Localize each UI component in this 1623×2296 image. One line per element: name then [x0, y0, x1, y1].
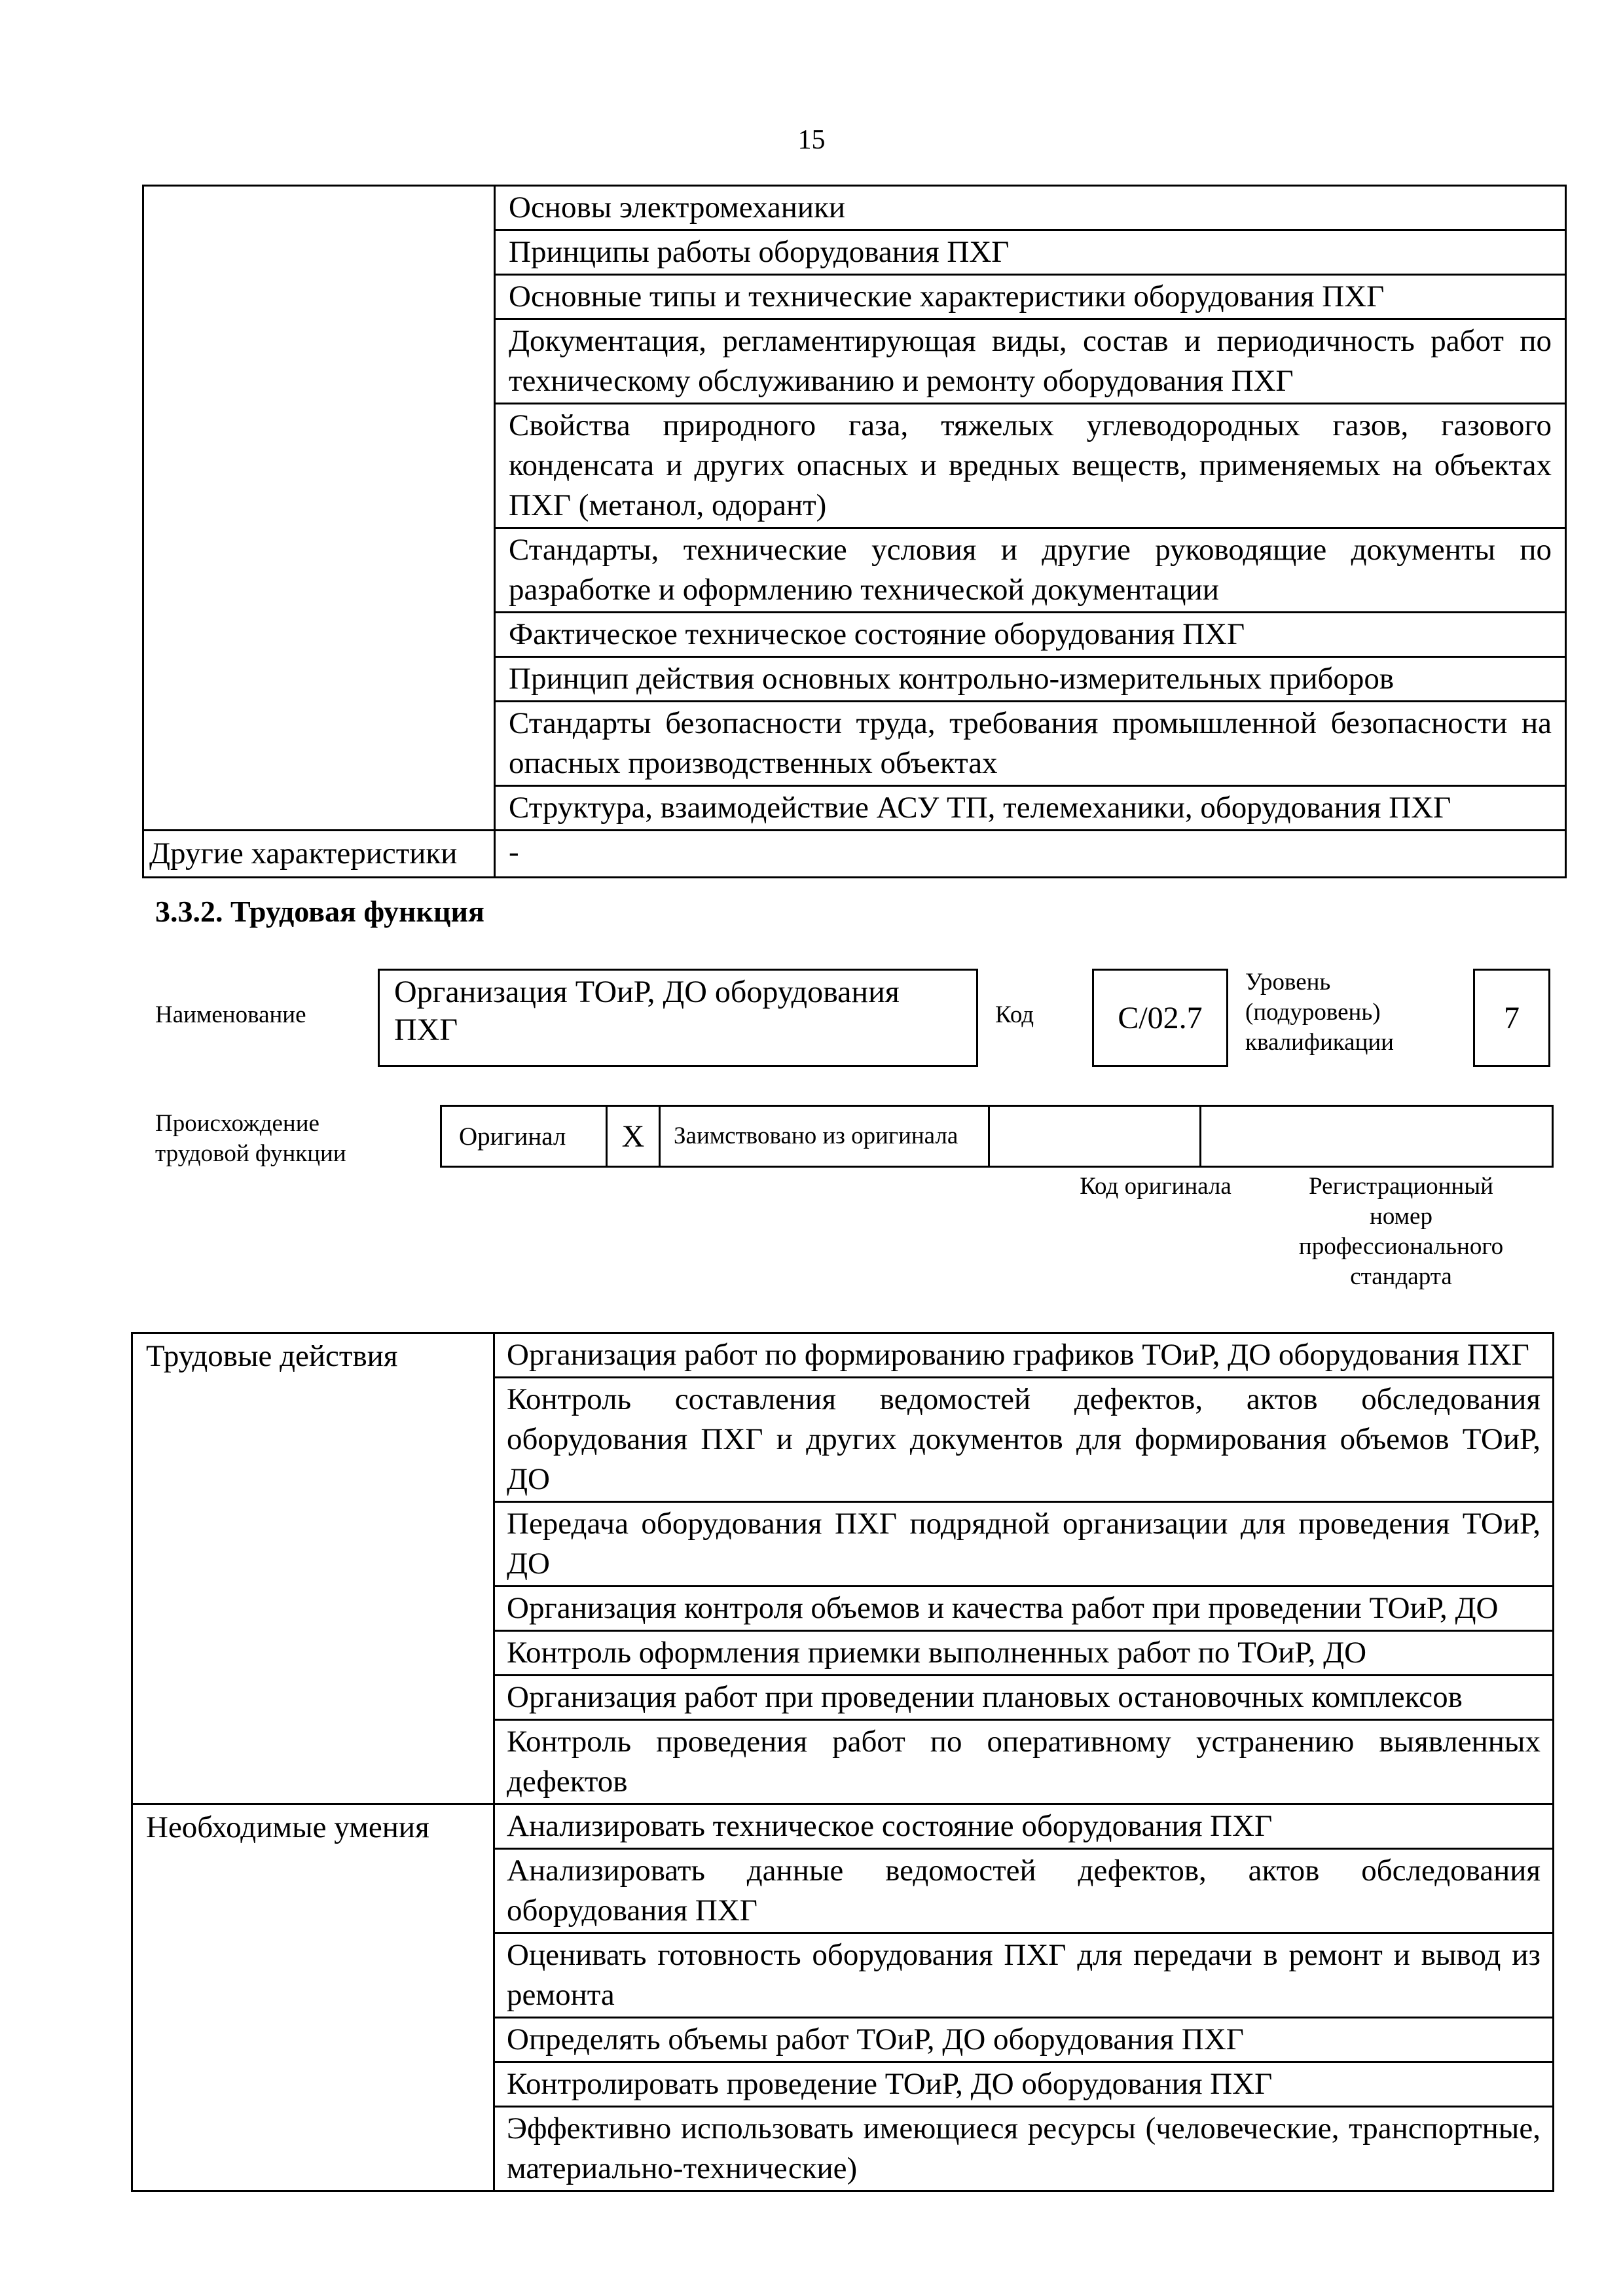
registration-number-caption: Регистрационный номер профессионального стандарта — [1298, 1173, 1504, 1290]
table-row — [132, 1333, 1554, 1378]
name-label: Наименование — [155, 1001, 306, 1028]
table-row — [132, 1804, 1554, 1849]
table-cell: Анализировать данные ведомостей дефектов, актов обследования оборудования ПХГ — [494, 1849, 1554, 1933]
qualification-level-box: 7 — [1473, 969, 1550, 1067]
labor-function-table — [131, 1332, 1554, 2192]
table-cell: Определять объемы работ ТОиР, ДО оборудования ПХГ — [494, 2018, 1554, 2062]
registration-number-cell — [1201, 1106, 1553, 1167]
table-cell: Контроль оформления приемки выполненных работ по ТОиР, ДО — [494, 1631, 1554, 1676]
table-cell: Принципы работы оборудования ПХГ — [495, 230, 1566, 275]
table-cell: Основные типы и технические характеристики оборудования ПХГ — [495, 275, 1566, 319]
other-characteristics-label: Другие характеристики — [143, 831, 495, 878]
original-mark: X — [607, 1106, 660, 1167]
table-cell: Фактическое техническое состояние оборудования ПХГ — [495, 613, 1566, 657]
table-cell: Эффективно использовать имеющиеся ресурсы (человеческие, транспортные, материально-технические) — [494, 2107, 1554, 2191]
table-row — [143, 186, 1566, 230]
table-cell: Структура, взаимодействие АСУ ТП, телемеханики, оборудования ПХГ — [495, 786, 1566, 831]
table-cell: Стандарты, технические условия и другие руководящие документы по разработке и оформлению технической документации — [495, 528, 1566, 613]
table-row — [143, 831, 1566, 878]
table-cell: Стандарты безопасности труда, требования промышленной безопасности на опасных производственных объектах — [495, 702, 1566, 786]
origin-label: Происхождение трудовой функции — [155, 1110, 346, 1167]
qualification-level-label: Уровень (подуровень) квалификации — [1245, 969, 1394, 1056]
borrowed-label: Заимствовано из оригинала — [660, 1106, 989, 1167]
original-code-cell — [989, 1106, 1201, 1167]
table-cell: Анализировать техническое состояние оборудования ПХГ — [494, 1804, 1554, 1849]
table-cell: Оценивать готовность оборудования ПХГ для передачи в ремонт и вывод из ремонта — [494, 1933, 1554, 2018]
table-cell: Контроль составления ведомостей дефектов, актов обследования оборудования ПХГ и других документов для формирования объемов ТОиР, ДО — [494, 1378, 1554, 1502]
origin-table — [440, 1105, 1554, 1168]
function-name-box: Организация ТОиР, ДО оборудования ПХГ — [378, 969, 978, 1067]
labor-actions-label: Трудовые действия — [132, 1333, 494, 1804]
table-cell: Передача оборудования ПХГ подрядной организации для проведения ТОиР, ДО — [494, 1502, 1554, 1587]
table-cell: Организация контроля объемов и качества работ при проведении ТОиР, ДО — [494, 1587, 1554, 1631]
original-label: Оригинал — [441, 1106, 607, 1167]
required-skills-label: Необходимые умения — [132, 1804, 494, 2191]
table-cell: Контроль проведения работ по оперативному устранению выявленных дефектов — [494, 1720, 1554, 1804]
other-characteristics-value: - — [495, 831, 1566, 878]
function-code-box: С/02.7 — [1092, 969, 1228, 1067]
table-cell: Организация работ при проведении плановых остановочных комплексов — [494, 1676, 1554, 1720]
original-code-caption: Код оригинала — [1080, 1173, 1231, 1200]
table-cell: Организация работ по формированию графиков ТОиР, ДО оборудования ПХГ — [494, 1333, 1554, 1378]
table-cell: Свойства природного газа, тяжелых углеводородных газов, газового конденсата и других опасных и вредных веществ, применяемых на объектах ПХГ (метанол, одорант) — [495, 404, 1566, 528]
section-title: 3.3.2. Трудовая функция — [155, 895, 484, 928]
table-cell: Документация, регламентирующая виды, состав и периодичность работ по техническому обслуживанию и ремонту оборудования ПХГ — [495, 319, 1566, 404]
table-row — [441, 1106, 1553, 1167]
table-cell: Принцип действия основных контрольно-измерительных приборов — [495, 657, 1566, 702]
code-label: Код — [995, 1001, 1034, 1028]
page-number: 15 — [797, 125, 826, 155]
knowledge-table — [142, 185, 1567, 878]
empty-label-cell — [143, 186, 495, 831]
table-cell: Контролировать проведение ТОиР, ДО оборудования ПХГ — [494, 2062, 1554, 2107]
table-cell: Основы электромеханики — [495, 186, 1566, 230]
